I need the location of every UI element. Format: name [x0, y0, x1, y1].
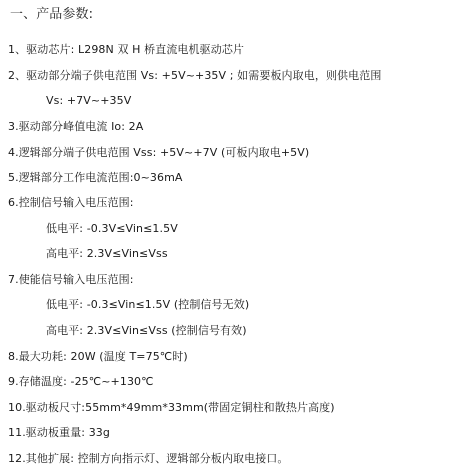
spec-line-10: 10.驱动板尺寸:55mm*49mm*33mm(带固定铜柱和散热片高度) — [8, 401, 335, 414]
spec-line-6-low: 低电平: -0.3V≤Vin≤1.5V — [46, 222, 178, 235]
spec-line-7-low: 低电平: -0.3≤Vin≤1.5V (控制信号无效) — [46, 298, 250, 311]
spec-line-8: 8.最大功耗: 20W (温度 T=75℃时) — [8, 350, 188, 363]
section-heading: 一、产品参数: — [10, 7, 94, 22]
spec-line-4: 4.逻辑部分端子供电范围 Vss: +5V~+7V (可板内取电+5V) — [8, 146, 310, 159]
spec-line-1: 1、驱动芯片: L298N 双 H 桥直流电机驱动芯片 — [8, 43, 245, 56]
spec-line-7-high: 高电平: 2.3V≤Vin≤Vss (控制信号有效) — [46, 324, 247, 337]
spec-line-5: 5.逻辑部分工作电流范围:0~36mA — [8, 171, 183, 184]
spec-line-6-high: 高电平: 2.3V≤Vin≤Vss — [46, 247, 168, 260]
spec-line-2: 2、驱动部分端子供电范围 Vs: +5V~+35V ; 如需要板内取电，则供电范围 — [8, 69, 382, 82]
spec-line-6: 6.控制信号输入电压范围: — [8, 196, 134, 209]
spec-line-3: 3.驱动部分峰值电流 Io: 2A — [8, 120, 144, 133]
spec-line-11: 11.驱动板重量: 33g — [8, 426, 110, 439]
spec-line-12: 12.其他扩展: 控制方向指示灯、逻辑部分板内取电接口。 — [8, 452, 289, 465]
spec-line-9: 9.存储温度: -25℃~+130℃ — [8, 375, 154, 388]
spec-line-2-continued: Vs: +7V~+35V — [46, 94, 132, 107]
spec-line-7: 7.使能信号输入电压范围: — [8, 273, 134, 286]
